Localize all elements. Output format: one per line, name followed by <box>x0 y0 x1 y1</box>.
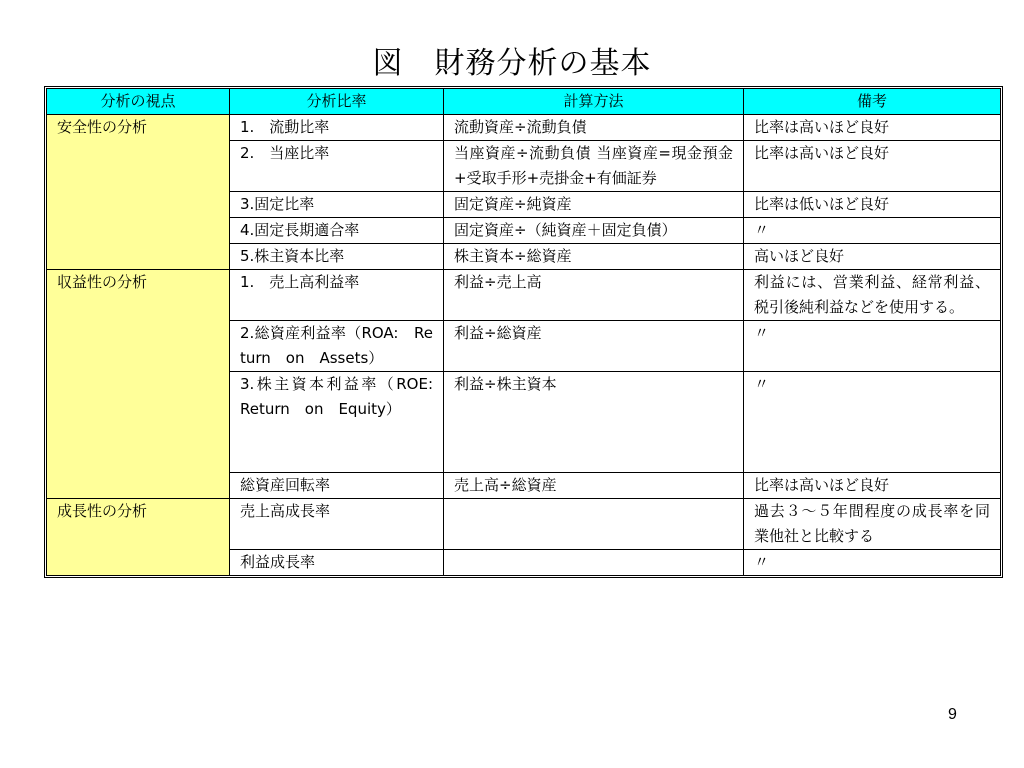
category-growth: 成長性の分析 <box>47 499 230 576</box>
table-row <box>47 499 1001 550</box>
method-cell: 利益÷総資産 <box>444 321 744 372</box>
ratio-cell: 1. 流動比率 <box>230 115 444 141</box>
table-row <box>47 270 1001 321</box>
category-safety: 安全性の分析 <box>47 115 230 270</box>
ratio-cell: 2. 当座比率 <box>230 141 444 192</box>
ratio-cell: 2.総資産利益率（ROA: Return on Assets） <box>230 321 444 372</box>
note-cell: 比率は高いほど良好 <box>744 473 1001 499</box>
header-method: 計算方法 <box>444 89 744 115</box>
header-note: 備考 <box>744 89 1001 115</box>
note-cell: 比率は高いほど良好 <box>744 141 1001 192</box>
note-cell: 高いほど良好 <box>744 244 1001 270</box>
method-cell: 利益÷株主資本 <box>444 372 744 473</box>
note-cell: 〃 <box>744 321 1001 372</box>
ratio-cell: 4.固定長期適合率 <box>230 218 444 244</box>
ratio-cell: 3.固定比率 <box>230 192 444 218</box>
method-cell <box>444 550 744 576</box>
note-cell: 〃 <box>744 218 1001 244</box>
note-cell: 利益には、営業利益、経常利益、税引後純利益などを使用する。 <box>744 270 1001 321</box>
financial-analysis-table <box>46 88 1001 576</box>
category-profitability: 収益性の分析 <box>47 270 230 499</box>
ratio-cell: 1. 売上高利益率 <box>230 270 444 321</box>
ratio-cell: 5.株主資本比率 <box>230 244 444 270</box>
ratio-cell: 3.株主資本利益率（ROE: Return on Equity） <box>230 372 444 473</box>
ratio-cell: 利益成長率 <box>230 550 444 576</box>
note-cell: 〃 <box>744 550 1001 576</box>
header-perspective: 分析の視点 <box>47 89 230 115</box>
header-ratio: 分析比率 <box>230 89 444 115</box>
table-header-row <box>47 89 1001 115</box>
method-cell: 株主資本÷総資産 <box>444 244 744 270</box>
method-cell: 当座資産÷流動負債 当座資産=現金預金+受取手形+売掛金+有価証券 <box>444 141 744 192</box>
method-cell: 固定資産÷（純資産＋固定負債） <box>444 218 744 244</box>
page-number: 9 <box>948 706 957 723</box>
financial-analysis-table-frame <box>44 86 1003 578</box>
method-cell: 固定資産÷純資産 <box>444 192 744 218</box>
ratio-cell: 総資産回転率 <box>230 473 444 499</box>
note-cell: 比率は低いほど良好 <box>744 192 1001 218</box>
method-cell: 利益÷売上高 <box>444 270 744 321</box>
page-title: 図 財務分析の基本 <box>372 46 652 81</box>
method-cell: 売上高÷総資産 <box>444 473 744 499</box>
method-cell: 流動資産÷流動負債 <box>444 115 744 141</box>
note-cell: 過去３～５年間程度の成長率を同業他社と比較する <box>744 499 1001 550</box>
note-cell: 比率は高いほど良好 <box>744 115 1001 141</box>
ratio-cell: 売上高成長率 <box>230 499 444 550</box>
table-row <box>47 115 1001 141</box>
note-cell: 〃 <box>744 372 1001 473</box>
method-cell <box>444 499 744 550</box>
